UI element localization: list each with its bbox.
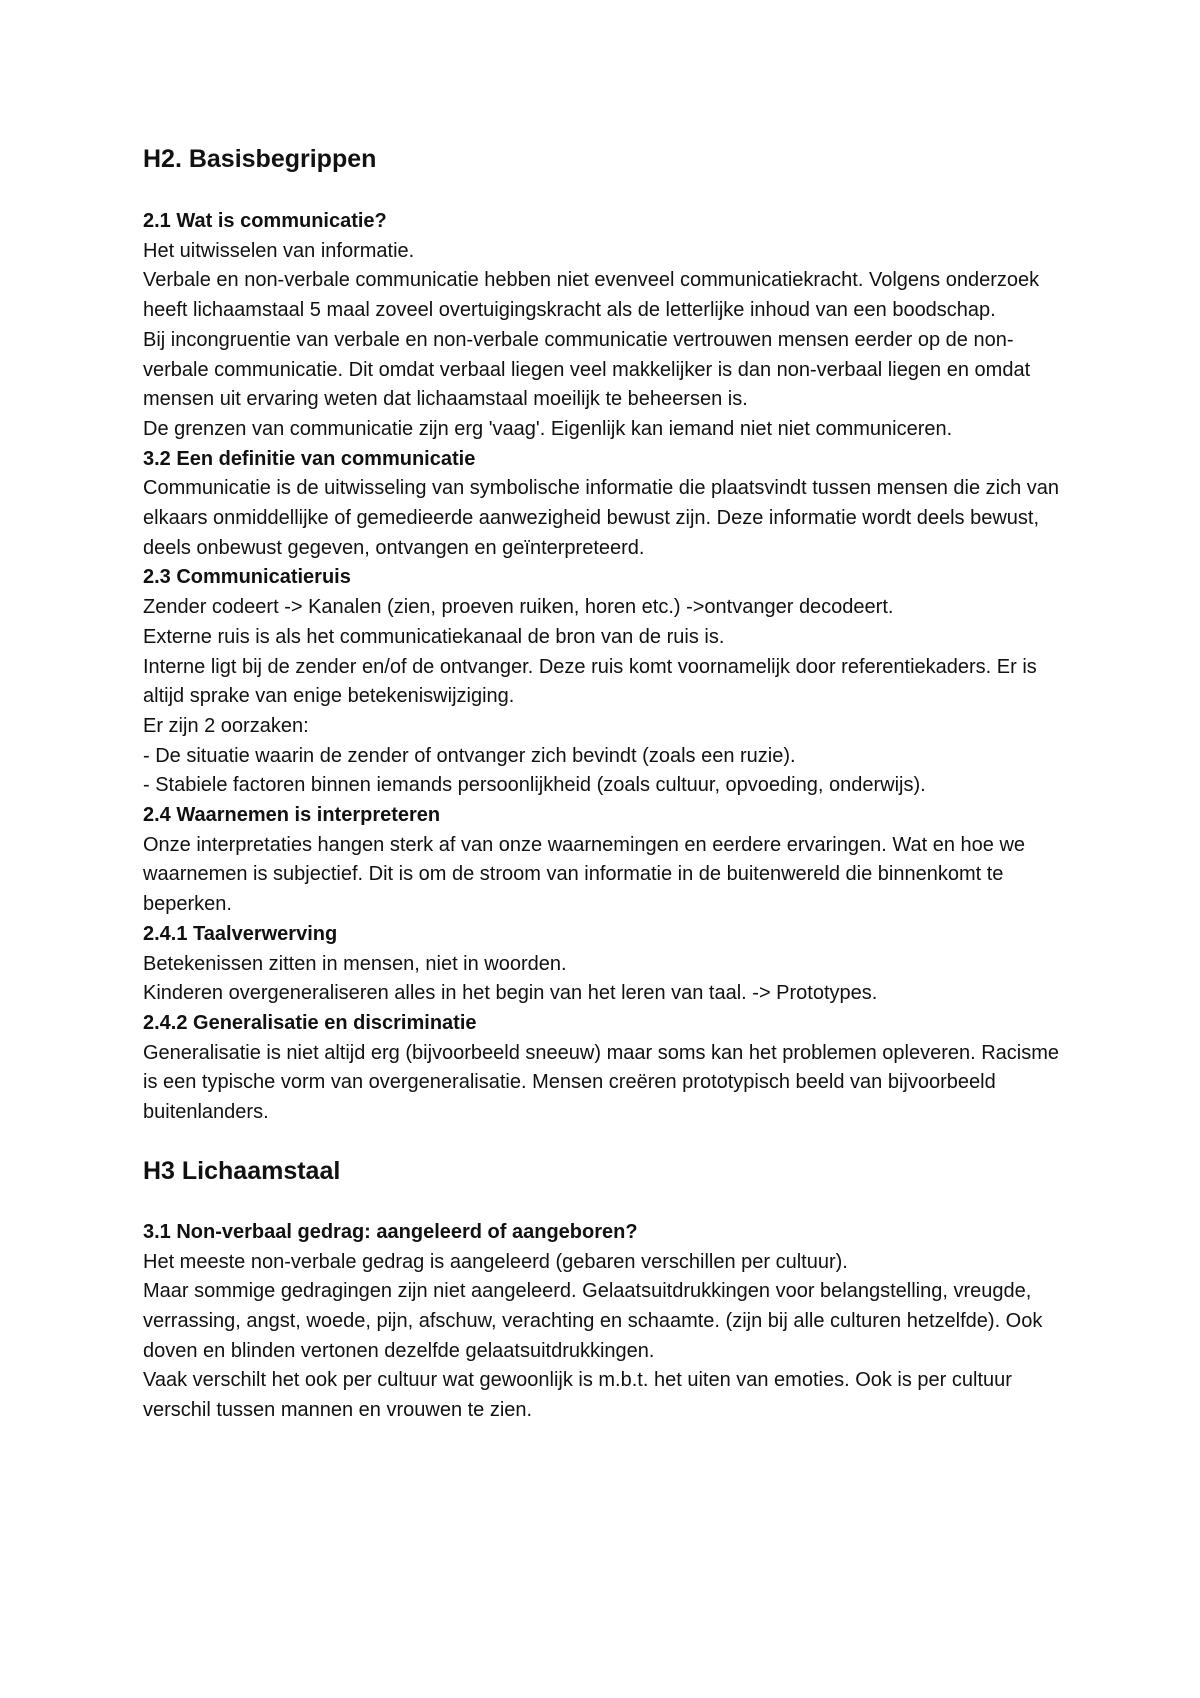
- paragraph: Bij incongruentie van verbale en non-verbale communicatie vertrouwen mensen eerder op de non-verbale communicatie. Dit omdat verbaal liegen veel makkelijker is dan non-verbaal liegen en omdat mensen uit ervaring weten dat lichaamstaal moeilijk te beheersen is.: [143, 328, 1031, 411]
- paragraph: Maar sommige gedragingen zijn niet aangeleerd. Gelaatsuitdrukkingen voor belangstelling, vreugde, verrassing, angst, woede, pijn, afschuw, verachting en schaamte. (zijn bij alle culturen hetzelfde). Ook doven en blinden vertonen dezelfde gelaatsuitdrukkingen.: [143, 1280, 1043, 1362]
- section-heading-3-1: 3.1 Non-verbaal gedrag: aangeleerd of aangeboren?: [143, 1220, 638, 1243]
- paragraph: Generalisatie is niet altijd erg (bijvoorbeeld sneeuw) maar soms kan het problemen opleveren. Racisme is een typische vorm van overgeneralisatie. Mensen creëren prototypisch beeld van bijvoorbeeld buitenlanders.: [143, 1041, 1060, 1124]
- paragraph: Vaak verschilt het ook per cultuur wat gewoonlijk is m.b.t. het uiten van emoties. Ook is per cultuur verschil tussen mannen en vrouwen te zien.: [143, 1369, 1012, 1422]
- paragraph: Communicatie is de uitwisseling van symbolische informatie die plaatsvindt tussen mensen die zich van elkaars onmiddellijke of gemedieerde aanwezigheid bewust zijn. Deze informatie wordt deels bewust, deels onbewust gegeven, ontvangen en geïnterpreteerd.: [143, 477, 1059, 559]
- section-heading-3-2: 3.2 Een definitie van communicatie: [143, 447, 476, 470]
- paragraph: Externe ruis is als het communicatiekanaal de bron van de ruis is.: [143, 625, 725, 648]
- paragraph: Zender codeert -> Kanalen (zien, proeven ruiken, horen etc.) ->ontvanger decodeert.: [143, 596, 894, 619]
- paragraph: Kinderen overgeneraliseren alles in het begin van het leren van taal. -> Prototypes.: [143, 982, 878, 1005]
- list-item: - Stabiele factoren binnen iemands persoonlijkheid (zoals cultuur, opvoeding, onderwijs).: [143, 774, 926, 797]
- paragraph: Verbale en non-verbale communicatie hebben niet evenveel communicatiekracht. Volgens onderzoek heeft lichaamstaal 5 maal zoveel overtuigingskracht als de letterlijke inhoud van een boodschap.: [143, 269, 1040, 322]
- document-body: [143, 142, 1073, 1426]
- paragraph: De grenzen van communicatie zijn erg 'vaag'. Eigenlijk kan iemand niet niet communiceren.: [143, 417, 953, 440]
- paragraph: Onze interpretaties hangen sterk af van onze waarnemingen en eerdere ervaringen. Wat en hoe we waarnemen is subjectief. Dit is om de stroom van informatie in de buitenwereld die binnenkomt te beperken.: [143, 833, 1026, 916]
- paragraph: Betekenissen zitten in mensen, niet in woorden.: [143, 952, 567, 975]
- section-heading-2-4-1: 2.4.1 Taalverwerving: [143, 922, 338, 945]
- paragraph: Er zijn 2 oorzaken:: [143, 714, 309, 737]
- section-heading-2-1: 2.1 Wat is communicatie?: [143, 210, 387, 232]
- section-heading-2-4: 2.4 Waarnemen is interpreteren: [143, 804, 441, 827]
- paragraph: Het meeste non-verbale gedrag is aangeleerd (gebaren verschillen per cultuur).: [143, 1250, 848, 1273]
- section-heading-2-4-2: 2.4.2 Generalisatie en discriminatie: [143, 1011, 477, 1034]
- paragraph: Interne ligt bij de zender en/of de ontvanger. Deze ruis komt voornamelijk door referentiekaders. Er is altijd sprake van enige betekeniswijziging.: [143, 655, 1037, 708]
- section-heading-2-3: 2.3 Communicatieruis: [143, 566, 351, 589]
- list-item: - De situatie waarin de zender of ontvanger zich bevindt (zoals een ruzie).: [143, 744, 796, 767]
- chapter-title-h3: H3 Lichaamstaal: [143, 1156, 341, 1185]
- chapter-title-h2: H2. Basisbegrippen: [143, 145, 377, 173]
- paragraph: Het uitwisselen van informatie.: [143, 239, 415, 262]
